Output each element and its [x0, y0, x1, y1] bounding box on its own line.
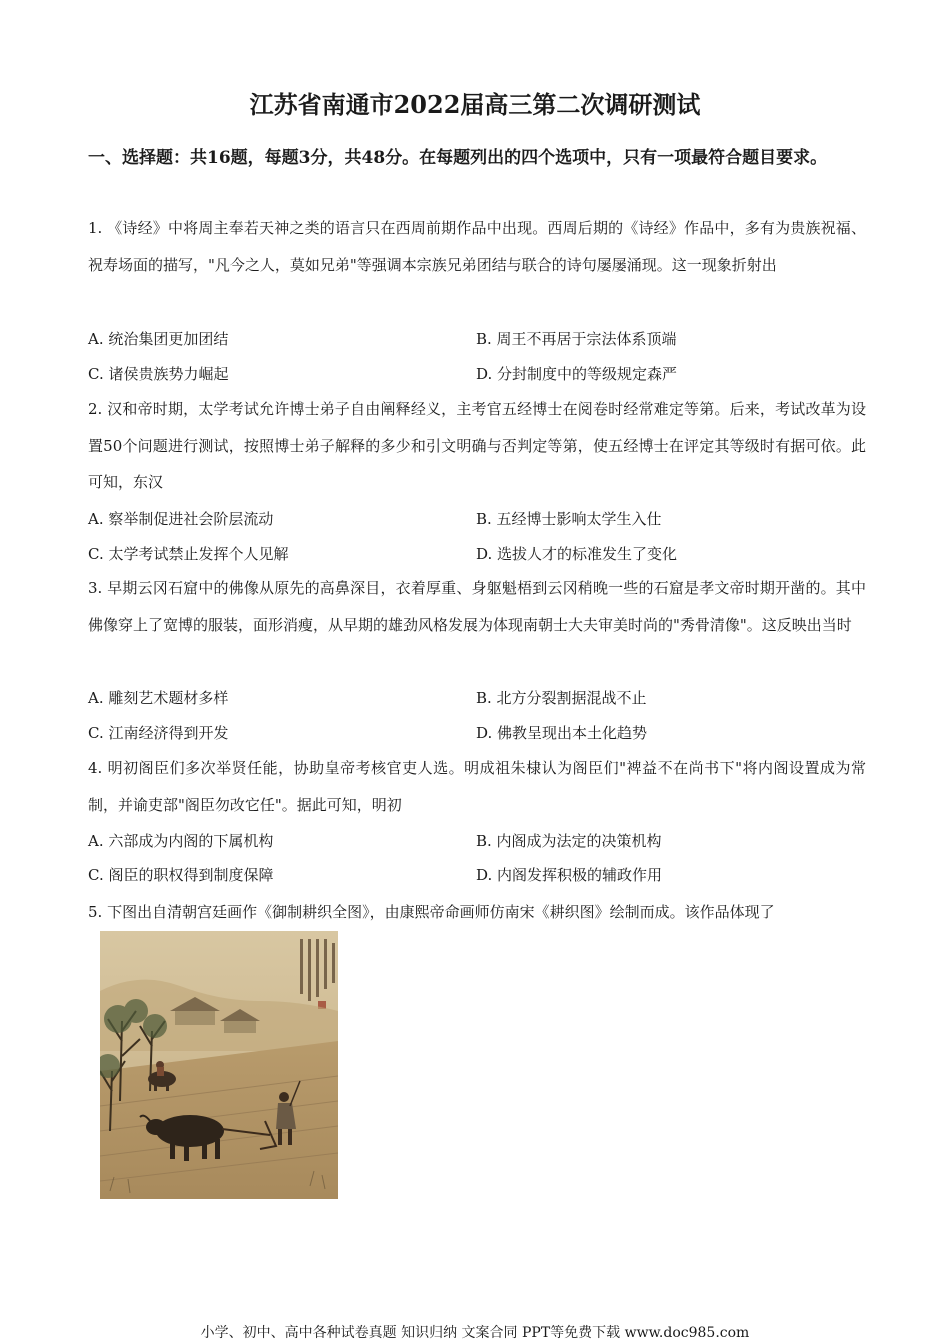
plowing-painting-image [100, 931, 338, 1199]
plowing-painting-svg [100, 931, 338, 1199]
question-1-option-a: A. 统治集团更加团结 [88, 330, 229, 348]
question-3-option-c: C. 江南经济得到开发 [88, 724, 229, 742]
question-4-option-b: B. 内阁成为法定的决策机构 [476, 832, 662, 850]
question-2-option-b: B. 五经博士影响太学生入仕 [476, 510, 662, 528]
page-footer: 小学、初中、高中各种试卷真题 知识归纳 文案合同 PPT等免费下载 www.doc985.com [200, 1325, 750, 1341]
question-5-stem: 5. 下图出自清朝宫廷画作《御制耕织全图》，由康熙帝命画师仿南宋《耕织图》绘制而成。该作品体现了 [88, 903, 775, 921]
question-2-option-d: D. 选拔人才的标准发生了变化 [476, 545, 678, 563]
question-1-option-d: D. 分封制度中的等级规定森严 [476, 365, 678, 383]
exam-title: 江苏省南通市2022届高三第二次调研测试 [249, 90, 701, 119]
question-3-option-b: B. 北方分裂割据混战不止 [476, 689, 647, 707]
question-1-option-b: B. 周王不再居于宗法体系顶端 [476, 330, 677, 348]
question-2-option-c: C. 太学考试禁止发挥个人见解 [88, 545, 289, 563]
question-3-option-d: D. 佛教呈现出本土化趋势 [476, 724, 648, 742]
question-3-option-a: A. 雕刻艺术题材多样 [88, 689, 229, 707]
question-2-option-a: A. 察举制促进社会阶层流动 [88, 510, 274, 528]
question-4-option-c: C. 阁臣的职权得到制度保障 [88, 866, 274, 884]
section-heading: 一、选择题：共16题，每题3分，共48分。在每题列出的四个选项中，只有一项最符合题目要求。 [88, 148, 828, 168]
question-4-stem: 4. 明初阁臣们多次举贤任能，协助皇帝考核官吏人选。明成祖朱棣认为阁臣们"裨益不在尚书下"将内阁设置成为常制，并谕吏部"阁臣勿改它任"。据此可知，明初 [88, 759, 866, 814]
question-1-option-c: C. 诸侯贵族势力崛起 [88, 365, 229, 383]
question-2-stem: 2. 汉和帝时期，太学考试允许博士弟子自由阐释经义，主考官五经博士在阅卷时经常难定等第。后来，考试改革为设置50个问题进行测试，按照博士弟子解释的多少和引文明确与否判定等第，使五经博士在评定其等级时有据可依。此可知，东汉 [88, 400, 866, 491]
question-4-option-d: D. 内阁发挥积极的辅政作用 [476, 866, 663, 884]
question-3-stem: 3. 早期云冈石窟中的佛像从原先的高鼻深目，衣着厚重、身躯魁梧到云冈稍晚一些的石窟是孝文帝时期开凿的。其中佛像穿上了宽博的服装，面形消瘦，从早期的雄劲风格发展为体现南朝士大夫审美时尚的"秀骨清像"。这反映出当时 [88, 579, 866, 634]
question-4-option-a: A. 六部成为内阁的下属机构 [88, 832, 274, 850]
question-1-stem: 1. 《诗经》中将周主奉若天神之类的语言只在西周前期作品中出现。西周后期的《诗经》作品中，多有为贵族祝福、祝寿场面的描写，"凡今之人，莫如兄弟"等强调本宗族兄弟团结与联合的诗句屡屡涌现。这一现象折射出 [88, 219, 866, 274]
